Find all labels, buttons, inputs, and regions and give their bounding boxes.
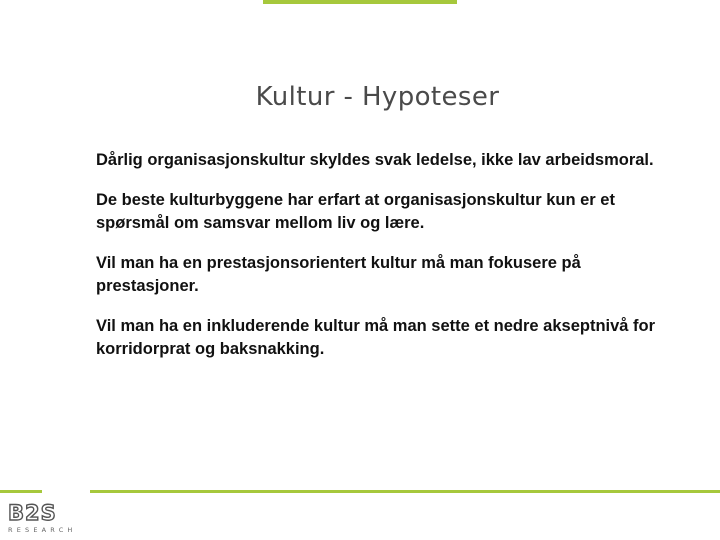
slide-title: Kultur - Hypoteser (255, 82, 500, 112)
footer-rule-left (0, 490, 42, 493)
hypothesis-paragraph-3: Vil man ha en prestasjonsorientert kultur må man fokusere på prestasjoner. (96, 254, 581, 295)
footer-rule-right (90, 490, 720, 493)
hypothesis-paragraph-4: Vil man ha en inkluderende kultur må man sette et nedre akseptnivå for korridorprat og baksnakking. (96, 317, 656, 358)
b2s-research-logo (8, 503, 78, 536)
top-accent-bar (263, 0, 457, 4)
hypothesis-paragraph-1: Dårlig organisasjonskultur skyldes svak ledelse, ikke lav arbeidsmoral. (96, 151, 654, 169)
slide-body (96, 149, 656, 378)
logo-subtitle: RESEARCH (8, 526, 77, 534)
logo-mark: B2S (8, 501, 57, 525)
hypothesis-paragraph-2: De beste kulturbyggene har erfart at organisasjonskultur kun er et spørsmål om samsvar mellom liv og lære. (96, 191, 615, 232)
